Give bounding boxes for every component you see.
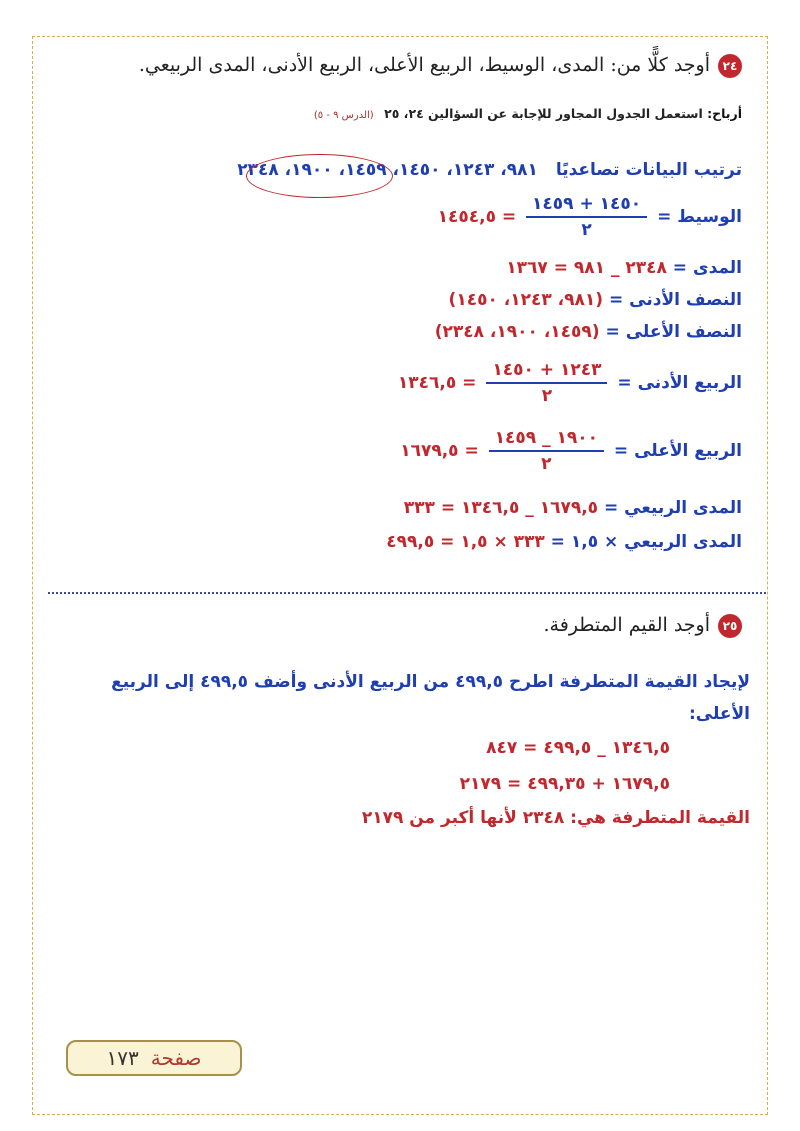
section-divider bbox=[48, 592, 766, 594]
page-word: صفحة bbox=[150, 1046, 202, 1070]
page-number: ١٧٣ bbox=[106, 1046, 139, 1070]
question-24-prompt: أوجد كلًّا من: المدى، الوسيط، الربيع الأعلى، الربيع الأدنى، المدى الربيعي. bbox=[138, 54, 710, 76]
iqr-expression: ١٦٧٩,٥ _ ١٣٤٦,٥ = ٣٣٣ bbox=[403, 498, 599, 518]
upper-half-line: النصف الأعلى = (١٤٥٩، ١٩٠٠، ٢٣٤٨) bbox=[434, 322, 742, 342]
conclusion-line bbox=[362, 808, 750, 828]
question-25-prompt: أوجد القيم المتطرفة. bbox=[543, 614, 710, 636]
lower-quartile-denominator: ٢ bbox=[541, 386, 553, 406]
median-fraction bbox=[526, 194, 647, 240]
iqr-label: المدى الربيعي bbox=[624, 498, 742, 518]
upper-quartile-fraction bbox=[489, 428, 604, 474]
lower-half-values: (٩٨١، ١٢٤٣، ١٤٥٠) bbox=[448, 290, 604, 310]
upper-quartile-label: الربيع الأعلى bbox=[634, 441, 742, 461]
page-number-box bbox=[66, 1040, 242, 1076]
iqr-times-expression: ٣٣٣ × ١,٥ = ٤٩٩,٥ bbox=[386, 532, 545, 552]
iqr-line: المدى الربيعي = ١٦٧٩,٥ _ ١٣٤٦,٥ = ٣٣٣ bbox=[403, 498, 742, 518]
solution-25-intro: لإيجاد القيمة المتطرفة اطرح ٤٩٩,٥ من الربيع الأدنى وأضف ٤٩٩,٥ إلى الربيع bbox=[111, 672, 750, 692]
lower-quartile-line: الربيع الأدنى = $\frac{١٢٤٣ + ١٤٥٠}{٢}$ = ١٣٤٦,٥ bbox=[397, 360, 742, 406]
calc-lower-fence: ١٣٤٦,٥ _ ٤٩٩,٥ = ٨٤٧ bbox=[486, 738, 670, 758]
lower-quartile-numerator: ١٢٤٣ + ١٤٥٠ bbox=[486, 360, 607, 384]
question-context bbox=[314, 106, 742, 121]
median-result: ١٤٥٤,٥ bbox=[437, 207, 496, 227]
question-number-badge: ٢٥ bbox=[718, 614, 742, 638]
question-number-badge: ٢٤ bbox=[718, 54, 742, 78]
order-values: ٩٨١، ١٢٤٣، ١٤٥٠، ١٤٥٩، ١٩٠٠، ٢٣٤٨ bbox=[237, 160, 538, 180]
upper-quartile-line: الربيع الأعلى = $\frac{١٩٠٠ \_ ١٤٥٩}{٢}$ = ١٦٧٩,٥ bbox=[400, 428, 742, 474]
question-24 bbox=[139, 54, 742, 78]
median-label: الوسيط bbox=[677, 207, 742, 227]
range-expression: ٢٣٤٨ _ ٩٨١ = ١٣٦٧ bbox=[506, 258, 667, 278]
range-line: المدى = ٢٣٤٨ _ ٩٨١ = ١٣٦٧ bbox=[506, 258, 742, 278]
upper-quartile-numerator: ١٩٠٠ _ ١٤٥٩ bbox=[489, 428, 604, 452]
lower-half-line: النصف الأدنى = (٩٨١، ١٢٤٣، ١٤٥٠) bbox=[448, 290, 742, 310]
upper-quartile-denominator: ٢ bbox=[541, 454, 552, 474]
upper-half-values: (١٤٥٩، ١٩٠٠، ٢٣٤٨) bbox=[434, 322, 600, 342]
solution-25-intro-cont: الأعلى: bbox=[688, 704, 750, 724]
calc-upper-fence: ١٦٧٩,٥ + ٤٩٩,٣٥ = ٢١٧٩ bbox=[459, 774, 670, 794]
lower-quartile-label: الربيع الأدنى bbox=[637, 373, 742, 393]
lesson-reference: (الدرس ٩ - ٥) bbox=[313, 110, 374, 121]
median-numerator: ١٤٥٠ + ١٤٥٩ bbox=[526, 194, 647, 218]
median-line: الوسيط = $\frac{١٤٥٠ + ١٤٥٩}{٢}$ = ١٤٥٤,٥ bbox=[437, 194, 742, 240]
lower-quartile-result: ١٣٤٦,٥ bbox=[397, 373, 457, 393]
question-25 bbox=[544, 614, 742, 638]
conclusion-text: القيمة المتطرفة هي: ٢٣٤٨ لأنها أكبر من ٢١٧٩ bbox=[361, 808, 750, 828]
lower-half-label: النصف الأدنى bbox=[629, 290, 742, 310]
median-denominator: ٢ bbox=[581, 220, 592, 240]
order-label: ترتيب البيانات تصاعديًا bbox=[555, 160, 742, 180]
iqr-times-label: المدى الربيعي × ١,٥ bbox=[570, 532, 742, 552]
upper-quartile-result: ١٦٧٩,٥ bbox=[400, 441, 459, 461]
context-label: أرباح: bbox=[707, 106, 742, 121]
context-text: استعمل الجدول المجاور للإجابة عن السؤالين ٢٤، ٢٥ bbox=[384, 106, 703, 121]
iqr-times-line: المدى الربيعي × ١,٥ = ٣٣٣ × ١,٥ = ٤٩٩,٥ bbox=[386, 532, 742, 552]
highlight-oval bbox=[246, 154, 393, 198]
lower-quartile-fraction bbox=[486, 360, 607, 406]
upper-half-label: النصف الأعلى bbox=[625, 322, 742, 342]
range-label: المدى bbox=[692, 258, 742, 278]
